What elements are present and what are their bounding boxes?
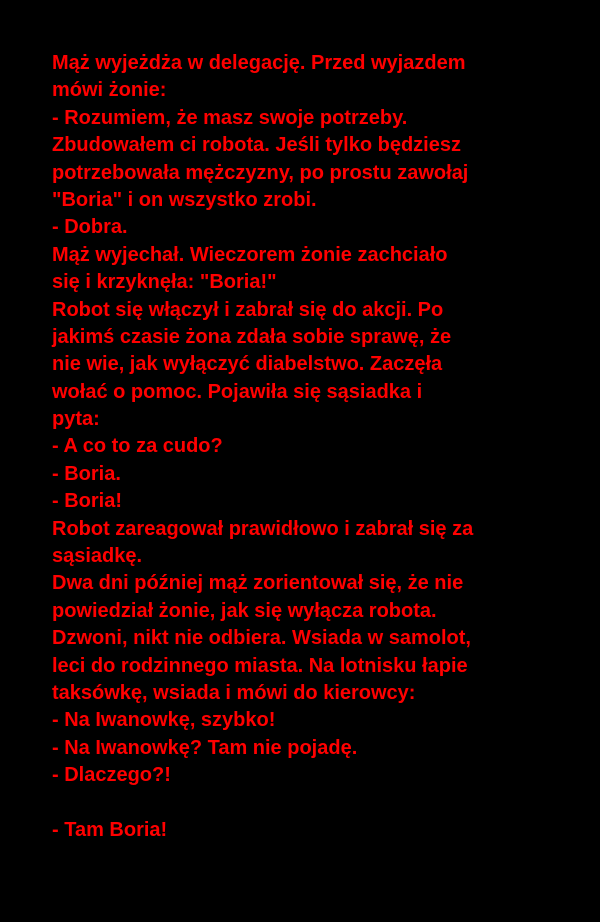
text-line: Dwa dni później mąż zorientował się, że nie <box>52 572 464 595</box>
text-line: mówi żonie: <box>52 79 167 102</box>
text-line: - Na Iwanowkę? Tam nie pojadę. <box>52 736 358 759</box>
text-line: powiedział żonie, jak się wyłącza robota. <box>52 599 437 622</box>
text-line: jakimś czasie żona zdała sobie sprawę, że <box>52 325 452 348</box>
text-line: - Dobra. <box>52 216 128 239</box>
text-line: potrzebowała mężczyzny, po prostu zawołaj <box>52 161 469 184</box>
text-line: się i krzyknęła: "Boria!" <box>52 271 277 294</box>
text-line: - Rozumiem, że masz swoje potrzeby. <box>52 106 408 129</box>
text-line: - A co to za cudo? <box>52 435 223 458</box>
text-line: - Na Iwanowkę, szybko! <box>52 709 276 732</box>
text-line: sąsiadkę. <box>52 545 143 568</box>
text-line: Zbudowałem ci robota. Jeśli tylko będziesz <box>52 134 461 157</box>
text-line: - Dlaczego?! <box>52 764 171 787</box>
text-line: taksówkę, wsiada i mówi do kierowcy: <box>52 681 416 704</box>
blank-line <box>52 790 572 817</box>
joke-text <box>52 50 572 844</box>
text-line: Mąż wyjechał. Wieczorem żonie zachciało <box>52 243 448 266</box>
text-line: Robot się włączył i zabrał się do akcji. Po <box>52 298 444 321</box>
text-line: leci do rodzinnego miasta. Na lotnisku łapie <box>52 654 468 677</box>
text-line: - Boria! <box>52 490 122 513</box>
text-line: Dzwoni, nikt nie odbiera. Wsiada w samolot, <box>52 627 471 650</box>
text-line: - Boria. <box>52 462 121 485</box>
text-line: Mąż wyjeżdża w delegację. Przed wyjazdem <box>52 52 466 74</box>
text-line: "Boria" i on wszystko zrobi. <box>52 188 317 211</box>
text-line: nie wie, jak wyłączyć diabelstwo. Zaczęła <box>52 353 443 376</box>
punchline: - Tam Boria! <box>52 818 168 841</box>
text-line: wołać o pomoc. Pojawiła się sąsiadka i <box>52 380 423 403</box>
text-line: Robot zareagował prawidłowo i zabrał się za <box>52 517 474 540</box>
text-line: pyta: <box>52 408 100 431</box>
